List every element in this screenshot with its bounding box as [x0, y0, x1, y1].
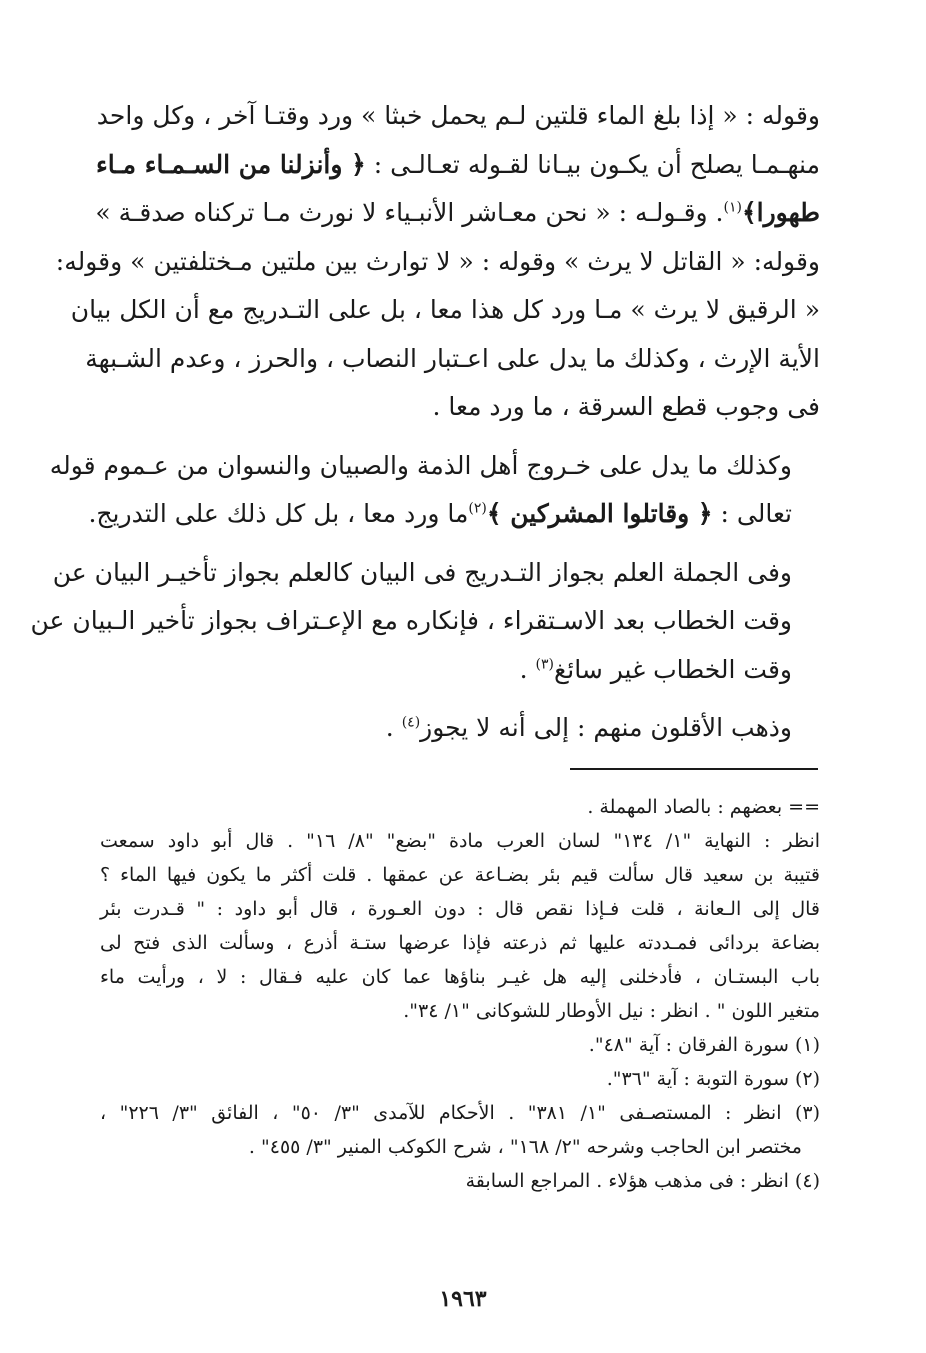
text-line: فى وجوب قطع السرقة ، ما ورد معا .: [432, 392, 820, 421]
main-text-body: [30, 92, 820, 763]
text-line: وفى الجملة العلم بجواز التـدريج فى البيان كالعلم بجواز تأخيـر البيان عن: [52, 557, 792, 587]
text-line: وقوله: « القاتل لا يرث » وقوله : « لا توارث بين ملتين مـختلفتين » وقوله:: [55, 246, 820, 276]
footnote-ref-2: (٢): [468, 500, 487, 517]
text-run: ما ورد معا ، بل كل ذلك على التدريج.: [88, 499, 469, 528]
footnote-line: باب البستـان ، فأدخلنى إليه هل غيـر بناؤها عما كان عليه فـقال : لا ، ورأيت ماء: [100, 966, 820, 988]
text-line: [95, 189, 820, 238]
footnote-2: (٢) سورة التوبة : آية "٣٦".: [606, 1068, 820, 1090]
footnote-line: قتيبة بن سعيد قال سألت قيم بئر بضـاعة عن عمقها . قلت أكثر ما يكون فيها الماء ؟: [100, 864, 820, 886]
footnote-separator: [570, 768, 818, 770]
footnote-line: متغير اللون " . انظر : نيل الأوطار للشوكانى "١/ ٣٤".: [403, 1000, 820, 1022]
text-run: . وقـولـه : « نحن معـاشر الأنبـياء لا نورث مـا تركناه صدقـة »: [95, 198, 724, 227]
paragraph-4: [100, 704, 820, 753]
footnote-line: انظر : النهاية "١/ ١٣٤" لسان العرب مادة "بضع" "٨/ ١٦" . قال أبو داود سمعت: [100, 830, 821, 852]
footnote-ref-4: (٤): [401, 714, 421, 731]
text-run: منهـمـا يصلح أن يكـون بيـانا لقـوله تعـالـى :: [365, 149, 820, 179]
footnote-1: (١) سورة الفرقان : آية "٤٨".: [588, 1034, 820, 1056]
text-line: الأية الإرث ، وكذلك ما يدل على اعـتبار النصاب ، والحرز ، وعدم الشـبهة: [85, 343, 820, 373]
text-run: وقت الخطاب غير سائغ: [553, 654, 792, 684]
text-run: .: [385, 713, 402, 742]
paragraph-3: [30, 549, 820, 695]
text-line: [88, 490, 820, 539]
footnote-4: (٤) انظر : فى مذهب هؤلاء . المراجع السابقة: [465, 1170, 820, 1192]
text-line: وقوله : « إذا بلغ الماء قلتين لـم يحمل خبثا » ورد وقتـا آخر ، وكل واحد: [96, 101, 820, 130]
footnote-ref-3: (٣): [535, 656, 554, 673]
text-line: « الرقيق لا يرث » مـا ورد كل هذا معا ، بل على التـدريج مع أن الكل بيان: [70, 295, 820, 324]
text-run: تعالى :: [712, 499, 792, 528]
footnote-continuation: == بعضهم : بالصاد المهملة .: [587, 796, 820, 818]
text-line: [95, 141, 820, 190]
page-number: ١٩٦٣: [439, 1286, 487, 1312]
footnote-line: بضاعة بردائى فمـددته عليها ثم ذرعته فإذا عرضها ستـة أذرع ، وسألت الذى فتح لى: [100, 932, 820, 954]
footnote-3-continued: مختصر ابن الحاجب وشرحه "٢/ ١٦٨" ، شرح الكوكب المنير "٣/ ٤٥٥" .: [248, 1136, 802, 1158]
text-run: .: [519, 654, 536, 684]
quran-verse: طهورا﴾: [741, 198, 820, 227]
text-line: [100, 704, 820, 753]
footnote-ref-1: (١): [723, 199, 742, 216]
text-run: وذهب الأقلون منهم : إلى أنه لا يجوز: [420, 713, 792, 742]
footnote-line: قال إلى الـعانة ، قلت فـإذا نقص قال : دون العـورة ، قال أبو داود : " قـدرت بئر: [100, 898, 820, 920]
footnotes-section: [100, 790, 820, 1198]
paragraph-1: [55, 92, 820, 432]
paragraph-2: [49, 442, 820, 539]
text-line: وكذلك ما يدل على خـروج أهل الذمة والصبيان والنسوان من عـموم قوله: [49, 450, 792, 480]
text-line: [100, 646, 820, 695]
text-line: وقت الخطاب بعد الاسـتقراء ، فإنكاره مع الإعـتراف بجواز تأخير الـبيان عن: [30, 606, 792, 635]
footnote-3: (٣) انظر : المستصـفى "١/ ٣٨١" . الأحكام للآمدى "٣/ ٥٠" ، الفائق "٣/ ٢٢٦" ،: [100, 1102, 820, 1124]
quran-verse: ﴿ وأنزلنا من السـمـاء مـاء: [95, 149, 366, 179]
quran-verse: ﴿ وقاتلوا المشركين ﴾: [486, 499, 713, 528]
